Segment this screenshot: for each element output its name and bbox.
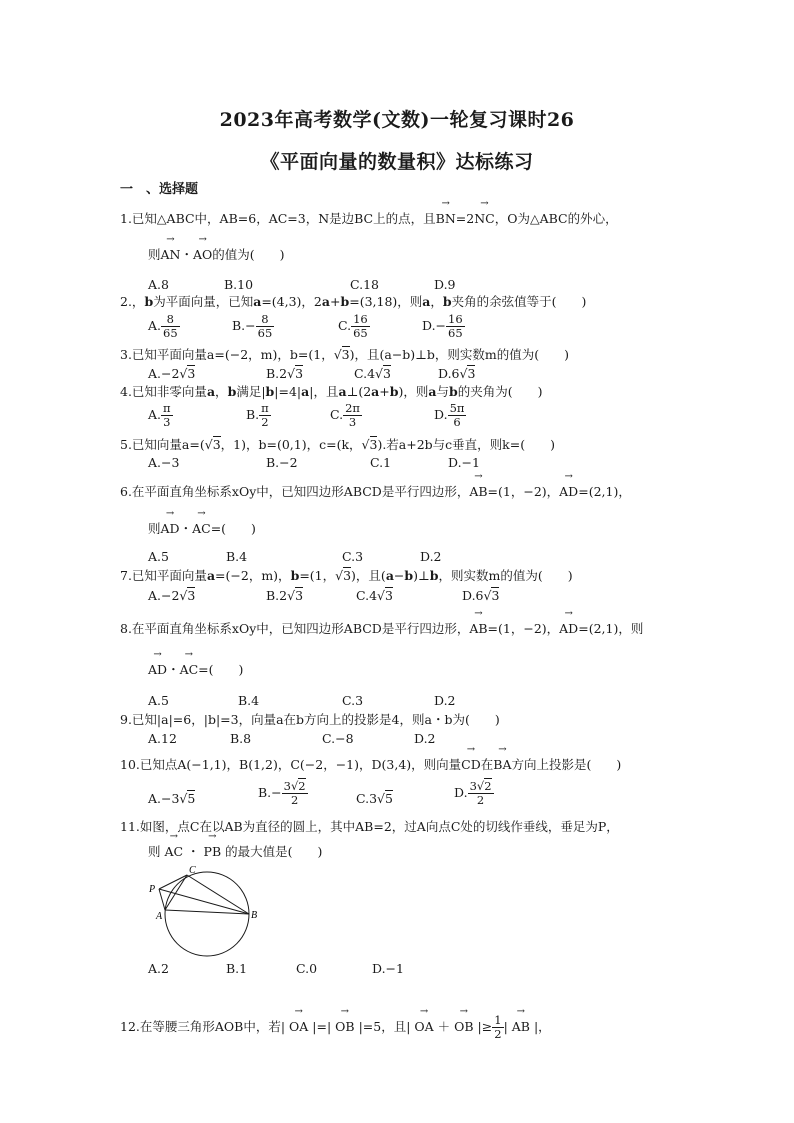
q8-stem: 8.在平面直角坐标系xOy中，已知四边形ABCD是平行四边形，→ AB=(1，−2)，→ AD=(2,1)，则	[120, 621, 643, 637]
q4-options: A. $\frac{\pi}{3}$ B. $\frac{\pi}{2}$ C. $\frac{2\pi}{3}$ D. $\frac{5\pi}{6}$	[148, 401, 465, 429]
q10-options: A.−3√5 B.− $\frac{3√2}{2}$ C.3√5 D. $\frac{3√2}{2}$	[148, 779, 492, 807]
circle	[165, 872, 249, 956]
q11-stem: 11.如图，点C在以AB为直径的圆上，其中AB=2，过A向点C处的切线作垂线，垂足为P，	[120, 819, 619, 834]
q6-stem: 6.在平面直角坐标系xOy中，已知四边形ABCD是平行四边形，→ AB=(1，−2)，→ AD=(2,1)，	[120, 484, 631, 500]
q12-stem: 12.在等腰三角形AOB中，若| → OA |=| → OB |=5，且| → OA ＋ → OB |≥ $\frac{1}{2}$ | → AB |，	[120, 1014, 551, 1041]
label-b: B	[251, 910, 258, 921]
label-c: C	[189, 865, 196, 876]
q11-stem-line-2: 则 → AC ・ → PB 的最大值是( )	[148, 844, 322, 860]
page-title-line-1: 2023年高考数学(文数)一轮复习课时26	[219, 109, 575, 131]
q3-stem: 3.已知平面向量a=(−2，m)，b=(1，√3)，且(a−b)⊥b，则实数m的值为( )	[120, 347, 570, 362]
section-heading: 一 、选择题	[120, 182, 199, 197]
q1-stem: 1.已知△ABC中，AB=6，AC=3，N是边BC上的点，且→ BN=2→ NC，O为△ABC的外心，	[120, 211, 618, 227]
segment-pa	[159, 889, 165, 910]
q5-stem: 5.已知向量a=(√3，1)，b=(0,1)，c=(k，√3).若a+2b与c垂直，则k=( )	[120, 437, 555, 452]
q8-stem-line-2: → AD・→ AC=( )	[148, 662, 243, 678]
label-p: P	[149, 884, 156, 895]
q9-stem: 9.已知|a|=6，|b|=3，向量a在b方向上的投影是4，则a・b为( )	[120, 712, 500, 727]
q4-stem: 4.已知非零向量a，b满足|b|=4|a|，且a⊥(2a+b)，则a与b的夹角为( )	[120, 384, 543, 399]
label-a: A	[156, 911, 163, 922]
q10-stem: 10.已知点A(−1,1)，B(1,2)，C(−2，−1)，D(3,4)，则向量→ CD在→ BA方向上投影是( )	[120, 757, 621, 773]
q7-stem: 7.已知平面向量a=(−2，m)，b=(1，√3)，且(a−b)⊥b，则实数m的值为( )	[120, 568, 573, 583]
q11-figure	[145, 862, 275, 962]
page-title-line-2: 《平面向量的数量积》达标练习	[260, 151, 534, 173]
q1-stem-line-2: 则→ AN・→ AO的值为( )	[148, 247, 285, 263]
segment-cb	[187, 875, 249, 914]
q2-stem: 2.，b为平面向量，已知a=(4,3)，2a+b=(3,18)，则a，b夹角的余弦值等于( )	[120, 294, 587, 309]
q6-stem-line-2: 则→ AD・→ AC=( )	[148, 521, 256, 537]
q2-options: A. $\frac{8}{65}$ B.− $\frac{8}{65}$ C. $\frac{16}{65}$ D.− $\frac{16}{65}$	[148, 312, 463, 340]
